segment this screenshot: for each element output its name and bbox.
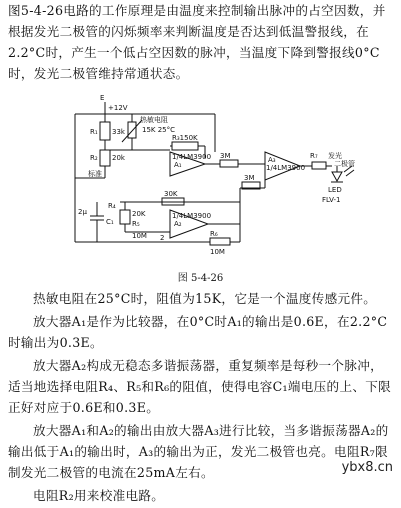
label-20k: 20K — [132, 210, 146, 218]
body-text — [8, 288, 394, 508]
paragraph: 放大器A₂构成无稳态多谐振荡器，重复频率是每秒一个脉冲，适当地选择电阻R₄、R₅和R₆的阻值，使得电容C₁端电压的上、下限正好对应于0.6E和0.3E。 — [8, 358, 392, 415]
label-thermistor: 热敏电阻 — [140, 116, 168, 124]
label-a1-part: 1/4LM3900 — [172, 153, 212, 161]
label-r6-val: 10M — [210, 248, 225, 256]
label-r5: R₅ — [132, 220, 140, 228]
led-diode — [332, 172, 342, 181]
label-3m-a: 3M — [220, 152, 231, 160]
label-pin: 2 — [160, 234, 165, 242]
label-r3: R₃150K — [172, 134, 198, 142]
label-light2: 二极管 — [334, 160, 355, 168]
label-a3-part: 1/4LM3900 — [266, 164, 306, 172]
label-r2-val: 20k — [112, 154, 125, 162]
r1-resistor — [100, 122, 110, 140]
circuit-diagram — [60, 92, 360, 260]
label-c1: C₁ — [106, 218, 114, 226]
label-a2: A₂ — [174, 220, 182, 228]
r2-resistor — [100, 150, 110, 166]
label-a2-part: 1/4LM3900 — [172, 212, 212, 220]
label-3m-b: 3M — [244, 174, 255, 182]
thermistor — [128, 122, 136, 138]
label-cal: 标准 — [88, 170, 102, 178]
label-r7: R₇ — [310, 152, 318, 160]
label-supply: E — [100, 94, 105, 102]
paragraph: 放大器A₁和A₂的输出由放大器A₃进行比较，当多谐振荡器A₂的输出低于A₁的输出时，A₃的输出为正，发光二极管也亮。电阻R₇限制发光二极管的电流在25mA左右。 — [8, 423, 389, 480]
label-r1: R₁ — [90, 128, 98, 136]
label-thermistor-val: 15K 25°C — [142, 126, 176, 134]
r3-resistor — [172, 142, 198, 150]
label-30k: 30K — [164, 190, 178, 198]
paragraph: 电阻R₂用来校准电路。 — [33, 488, 165, 503]
label-light: 发光 — [328, 152, 342, 160]
label-led: LED — [328, 186, 342, 194]
intro-paragraph: 图5-4-26电路的工作原理是由温度来控制输出脉冲的占空因数，并根据发光二极管的闪烁频率来判断温度是否达到低温警报线，在2.2°C时，产生一个低占空因数的脉冲，当温度下降到警报线0°C时，发光二极管维持常通状态。 — [8, 3, 386, 81]
paragraph: 热敏电阻在25°C时，阻值为15K，它是一个温度传感元件。 — [33, 291, 377, 306]
label-r6: R₆ — [210, 230, 218, 238]
figure-caption: 图 5-4-26 — [177, 273, 224, 284]
label-c1-val: 2μ — [78, 208, 87, 216]
label-r1-val: 33k — [112, 128, 125, 136]
label-led-part: FLV-1 — [322, 196, 341, 204]
label-r5-val: 10M — [132, 232, 147, 240]
watermark: ybx8.cn — [341, 460, 393, 475]
label-r2: R₂ — [90, 154, 98, 162]
label-a3: A₃ — [268, 156, 276, 164]
label-a1: A₁ — [174, 161, 182, 169]
paragraph: 放大器A₁是作为比较器，在0°C时A₁的输出是0.6E，在2.2°C时输出为0.3E。 — [8, 314, 388, 350]
label-supply-v: +12V — [108, 104, 128, 112]
label-r4: R₄ — [108, 202, 116, 210]
